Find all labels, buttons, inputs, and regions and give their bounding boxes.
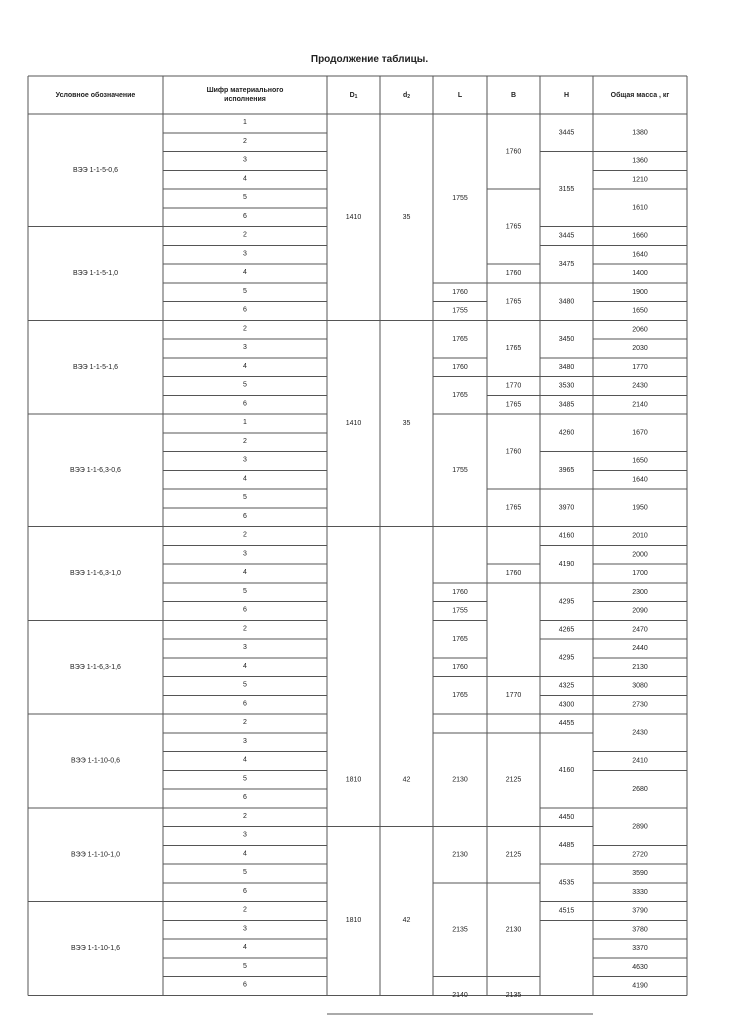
H-cell: 3485: [558, 401, 575, 409]
L-cell: 1760: [452, 663, 468, 671]
mass-cell: 3370: [632, 945, 648, 953]
material-code-cell: 2: [243, 812, 247, 820]
designation-cell: ВЭЭ 1-1-6,3-1,0: [70, 570, 121, 578]
designation-cell: ВЭЭ 1-1-6,3-1,6: [70, 663, 121, 671]
mass-cell: 1900: [632, 288, 648, 296]
header-L: L: [457, 91, 463, 99]
B-cell: 2130: [505, 926, 522, 934]
mass-cell: 1770: [632, 363, 648, 371]
designation-cell: ВЭЭ 1-1-10-0,6: [71, 757, 120, 765]
mass-cell: 2130: [632, 663, 648, 671]
H-cell: 3475: [558, 260, 575, 268]
material-code-cell: 5: [243, 381, 247, 389]
mass-cell: 1670: [632, 429, 648, 437]
H-cell: 4160: [558, 767, 575, 775]
H-cell: 4450: [558, 813, 575, 821]
header-material-line1: Шифр материального: [206, 86, 284, 94]
designation-cell: ВЭЭ 1-1-6,3-0,6: [70, 467, 121, 475]
material-code-cell: 5: [243, 587, 247, 595]
B-cell: 1760: [505, 448, 522, 456]
d2-cell: 35: [402, 213, 411, 221]
mass-cell: 2010: [632, 532, 648, 540]
designation-cell: ВЭЭ 1-1-5-1,6: [72, 363, 119, 371]
material-code-cell: 3: [243, 250, 247, 258]
mass-cell: 2470: [632, 626, 648, 634]
material-code-cell: 4: [243, 944, 247, 952]
header-material-line2: исполнения: [224, 95, 266, 103]
L-cell: 1765: [452, 392, 468, 400]
mass-cell: 2890: [632, 823, 648, 831]
H-cell: 4190: [558, 560, 575, 568]
H-cell: 4260: [558, 429, 575, 437]
mass-cell: 2030: [632, 345, 648, 353]
B-cell: 1770: [505, 692, 522, 700]
B-cell: 1770: [505, 382, 522, 390]
mass-cell: 1650: [632, 307, 648, 315]
mass-cell: 1640: [632, 476, 648, 484]
L-cell: 1755: [452, 195, 468, 203]
material-code-cell: 1: [243, 419, 247, 427]
mass-cell: 1950: [632, 504, 648, 512]
L-cell: 1765: [452, 635, 468, 643]
material-code-cell: 4: [243, 850, 247, 858]
d2-cell: 42: [402, 917, 411, 925]
material-code-cell: 3: [243, 925, 247, 933]
B-cell: 1760: [505, 270, 522, 278]
H-cell: 3530: [558, 382, 575, 390]
H-cell: 3445: [558, 232, 575, 240]
mass-cell: 3590: [632, 870, 648, 878]
H-cell: 4295: [558, 654, 575, 662]
mass-cell: 2300: [632, 588, 648, 596]
mass-cell: 2430: [632, 382, 648, 390]
B-cell: 1765: [505, 345, 522, 353]
material-code-cell: 4: [243, 662, 247, 670]
material-code-cell: 3: [243, 156, 247, 164]
mass-cell: 2730: [632, 701, 648, 709]
mass-cell: 3080: [632, 682, 648, 690]
H-cell: 4265: [558, 626, 575, 634]
L-cell: 1755: [452, 607, 468, 615]
H-cell: 4300: [558, 701, 575, 709]
material-code-cell: 4: [243, 569, 247, 577]
H-cell: 4160: [558, 532, 575, 540]
H-cell: 4515: [558, 907, 575, 915]
designation-cell: ВЭЭ 1-1-5-1,0: [72, 270, 119, 278]
d1-cell: 1410: [345, 420, 362, 428]
H-cell: 4535: [558, 879, 575, 887]
d2-cell: 42: [402, 776, 411, 784]
material-code-cell: 2: [243, 531, 247, 539]
material-code-cell: 4: [243, 475, 247, 483]
mass-cell: 4630: [632, 963, 648, 971]
material-code-cell: 3: [243, 456, 247, 464]
B-cell: 2125: [505, 851, 522, 859]
material-code-cell: 5: [243, 681, 247, 689]
mass-cell: 2410: [632, 757, 648, 765]
mass-cell: 3780: [632, 926, 648, 934]
designation-cell: ВЭЭ 1-1-10-1,0: [71, 851, 120, 859]
mass-cell: 2140: [632, 401, 648, 409]
header-H: H: [563, 91, 570, 99]
mass-cell: 3330: [632, 888, 648, 896]
H-cell: 3450: [558, 335, 575, 343]
d1-cell: 1810: [345, 917, 362, 925]
mass-cell: 1660: [632, 232, 648, 240]
material-code-cell: 6: [243, 306, 247, 314]
material-code-cell: 6: [243, 400, 247, 408]
H-cell: 3965: [558, 467, 575, 475]
L-cell: 2130: [452, 851, 468, 859]
material-code-cell: 6: [243, 512, 247, 520]
L-cell: 1760: [452, 288, 468, 296]
material-code-cell: 3: [243, 550, 247, 558]
L-cell: 1755: [452, 467, 468, 475]
mass-cell: 1700: [632, 570, 648, 578]
material-code-cell: 6: [243, 887, 247, 895]
designation-cell: ВЭЭ 1-1-5-0,6: [72, 167, 119, 175]
material-code-cell: 2: [243, 625, 247, 633]
material-code-cell: 5: [243, 287, 247, 295]
B-cell: 1765: [505, 504, 522, 512]
B-cell: 1765: [505, 298, 522, 306]
H-cell: 3155: [558, 185, 575, 193]
material-code-cell: 2: [243, 437, 247, 445]
L-cell: 2135: [452, 926, 468, 934]
material-code-cell: 5: [243, 962, 247, 970]
H-cell: 3970: [558, 504, 575, 512]
header-d1: $D_1$: [349, 91, 358, 101]
header-designation: Условное обозначение: [55, 91, 136, 99]
material-code-cell: 6: [243, 700, 247, 708]
B-cell: 1760: [505, 148, 522, 156]
mass-cell: 2720: [632, 851, 648, 859]
mass-cell: 2440: [632, 645, 648, 653]
material-code-cell: 3: [243, 831, 247, 839]
mass-cell: 2000: [632, 551, 648, 559]
B-cell: 1760: [505, 570, 522, 578]
material-code-cell: 3: [243, 737, 247, 745]
d2-cell: 35: [402, 420, 411, 428]
mass-cell: 2430: [632, 729, 648, 737]
material-code-cell: 4: [243, 756, 247, 764]
material-code-cell: 2: [243, 906, 247, 914]
material-code-cell: 4: [243, 175, 247, 183]
H-cell: 4295: [558, 598, 575, 606]
material-code-cell: 2: [243, 137, 247, 145]
material-code-cell: 6: [243, 212, 247, 220]
mass-cell: 1610: [632, 204, 648, 212]
d1-cell: 1410: [345, 213, 362, 221]
material-code-cell: 5: [243, 494, 247, 502]
d1-cell: 1810: [345, 776, 362, 784]
L-cell: 1765: [452, 692, 468, 700]
material-code-cell: 5: [243, 194, 247, 202]
material-code-cell: 6: [243, 794, 247, 802]
mass-cell: 1380: [632, 129, 648, 137]
material-code-cell: 3: [243, 644, 247, 652]
header-B: B: [510, 91, 517, 99]
B-cell: 1765: [505, 223, 522, 231]
H-cell: 4485: [558, 842, 575, 850]
material-code-cell: 2: [243, 231, 247, 239]
mass-cell: 3790: [632, 907, 648, 915]
L-cell: 2140: [452, 992, 468, 1000]
L-cell: 2130: [452, 776, 468, 784]
designation-cell: ВЭЭ 1-1-10-1,6: [71, 945, 120, 953]
B-cell: 2135: [505, 992, 522, 1000]
L-cell: 1755: [452, 307, 468, 315]
material-code-cell: 5: [243, 869, 247, 877]
material-code-cell: 6: [243, 606, 247, 614]
page-title: Продолжение таблицы.: [310, 54, 429, 65]
material-code-cell: 4: [243, 362, 247, 370]
mass-cell: 1400: [632, 270, 648, 278]
mass-cell: 2060: [632, 326, 648, 334]
material-code-cell: 3: [243, 344, 247, 352]
mass-cell: 1650: [632, 457, 648, 465]
material-code-cell: 2: [243, 325, 247, 333]
header-mass: Общая масса , кг: [610, 91, 670, 99]
B-cell: 2125: [505, 776, 522, 784]
mass-cell: 1640: [632, 251, 648, 259]
H-cell: 4455: [558, 720, 575, 728]
H-cell: 3445: [558, 129, 575, 137]
material-code-cell: 2: [243, 719, 247, 727]
H-cell: 3480: [558, 298, 575, 306]
L-cell: 1765: [452, 335, 468, 343]
H-cell: 4325: [558, 682, 575, 690]
L-cell: 1760: [452, 363, 468, 371]
B-cell: 1765: [505, 401, 522, 409]
mass-cell: 4190: [632, 982, 648, 990]
H-cell: 3480: [558, 363, 575, 371]
material-code-cell: 4: [243, 269, 247, 277]
header-d2: $d_2$: [402, 91, 411, 101]
mass-cell: 2680: [632, 785, 648, 793]
mass-cell: 2090: [632, 607, 648, 615]
mass-cell: 1360: [632, 157, 648, 165]
mass-cell: 1210: [632, 176, 648, 184]
L-cell: 1760: [452, 588, 468, 596]
material-code-cell: 1: [243, 119, 247, 127]
material-code-cell: 5: [243, 775, 247, 783]
material-code-cell: 6: [243, 981, 247, 989]
